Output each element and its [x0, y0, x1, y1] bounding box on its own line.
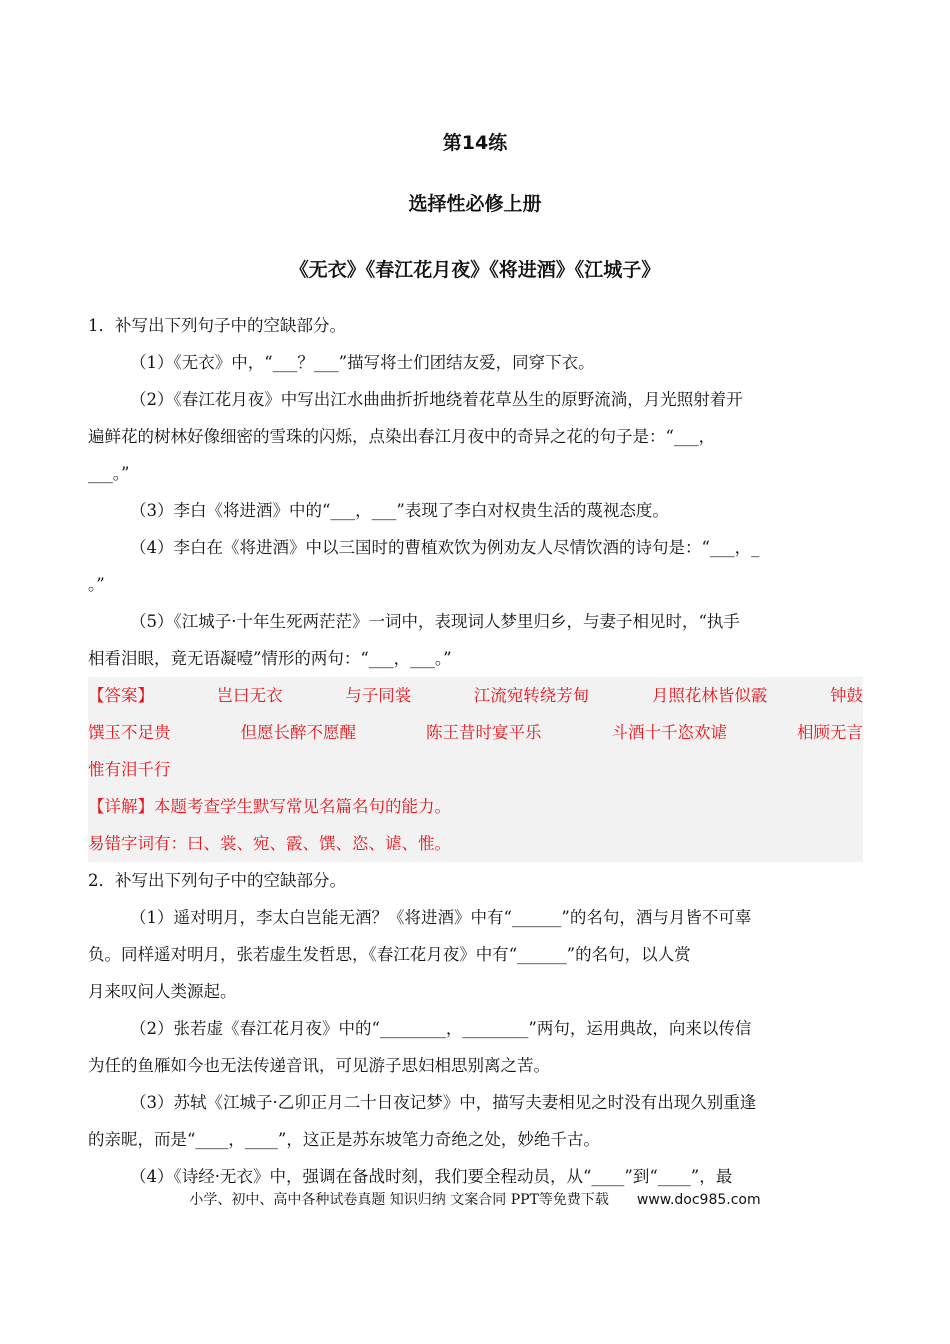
- footer-text: 小学、初中、高中各种试卷真题 知识归纳 文案合同 PPT等免费下载: [189, 1192, 609, 1208]
- q2-sub2-line2: 为任的鱼雁如今也无法传递音讯，可见游子思妇相思别离之苦。: [88, 1056, 550, 1075]
- volume-title: 选择性必修上册: [408, 193, 542, 215]
- answer-row-3: 惟有泪千行: [88, 760, 171, 779]
- q2-sub3-line2: 的亲昵，而是“____，____”，这正是苏东坡笔力奇绝之处，妙绝千古。: [88, 1130, 600, 1149]
- q1-sub5-line1: （5）《江城子·十年生死两茫茫》一词中，表现词人梦里归乡，与妻子相见时，“执手: [130, 612, 740, 631]
- answer-item: 江流宛转绕芳甸: [473, 686, 590, 705]
- question-body: [88, 307, 863, 1195]
- answer-row-2: [88, 714, 863, 751]
- q2-sub4-line1: （4）《诗经·无衣》中，强调在备战时刻，我们要全程动员，从“____”到“____”，最: [130, 1167, 733, 1186]
- answer-item: 斗酒十千恣欢谑: [611, 723, 727, 742]
- answer-detail: 【详解】本题考查学生默写常见名篇名句的能力。: [88, 797, 451, 816]
- answer-box: [88, 677, 863, 862]
- q1-sub4-line2: 。”: [88, 575, 105, 594]
- page-footer: [0, 1189, 950, 1209]
- texts-title: 《无衣》《春江花月夜》《将进酒》《江城子》: [289, 259, 661, 281]
- answer-item: 陈王昔时宴平乐: [426, 723, 542, 742]
- q2-sub1-line1: （1）遥对明月，李太白岂能无酒？《将进酒》中有“______”的名句，酒与月皆不可辜: [130, 908, 752, 927]
- q1-sub5-line2: 相看泪眼，竟无语凝噎”情形的两句：“___，___。”: [88, 649, 452, 668]
- answer-row-1: [88, 677, 863, 714]
- answer-item: 钟鼓: [829, 686, 863, 705]
- answer-item: 相顾无言: [797, 723, 863, 742]
- answer-item: 岂曰无衣: [216, 686, 283, 705]
- footer-url[interactable]: www.doc985.com: [636, 1192, 761, 1208]
- q2-sub1-line2: 负。同样遥对明月，张若虚生发哲思，《春江花月夜》中有“______”的名句，以人赏: [88, 945, 691, 964]
- answer-label: 【答案】: [88, 686, 154, 705]
- q1-sub3: （3）李白《将进酒》中的“___，___”表现了李白对权贵生活的蔑视态度。: [130, 501, 669, 520]
- q2-sub3-line1: （3）苏轼《江城子·乙卯正月二十日夜记梦》中，描写夫妻相见之时没有出现久别重逢: [130, 1093, 757, 1112]
- lesson-title: 第14练: [442, 132, 508, 154]
- q1-sub2-line3: ___。”: [88, 464, 130, 483]
- q2-sub2-line1: （2）张若虚《春江花月夜》中的“________，________”两句，运用典故，向来以传信: [130, 1019, 752, 1038]
- q1-sub2-line1: （2）《春江花月夜》中写出江水曲曲折折地绕着花草丛生的原野流淌，月光照射着开: [130, 390, 743, 409]
- q2-stem: 2．补写出下列句子中的空缺部分。: [88, 871, 346, 890]
- q1-sub1: （1）《无衣》中，“___？___”描写将士们团结友爱，同穿下衣。: [130, 353, 595, 372]
- answer-item: 但愿长醉不愿醒: [240, 723, 356, 742]
- q1-sub2-line2: 遍鲜花的树林好像细密的雪珠的闪烁，点染出春江月夜中的奇异之花的句子是：“___，: [88, 427, 716, 446]
- q1-stem: 1．补写出下列句子中的空缺部分。: [88, 316, 346, 335]
- answer-item: 与子同裳: [345, 686, 412, 705]
- answer-item: 月照花林皆似霰: [651, 686, 768, 705]
- q1-sub4-line1: （4）李白在《将进酒》中以三国时的曹植欢饮为例劝友人尽情饮酒的诗句是：“___，_: [130, 538, 760, 557]
- answer-errors: 易错字词有：曰、裳、宛、霰、馔、恣、谑、惟。: [88, 834, 451, 853]
- q2-sub1-line3: 月来叹问人类源起。: [88, 982, 237, 1001]
- answer-item: 馔玉不足贵: [88, 723, 171, 742]
